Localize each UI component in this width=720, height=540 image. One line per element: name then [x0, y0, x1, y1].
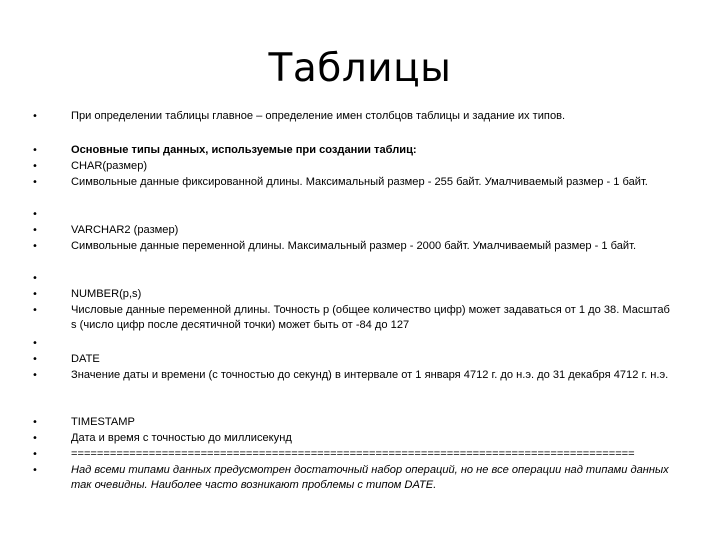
bullet-icon: •: [32, 111, 38, 122]
list-item-text: NUMBER(p,s): [71, 288, 142, 300]
bullet-icon: •: [32, 289, 38, 300]
list-item-text: При определении таблицы главное – определение имен столбцов таблицы и задание их типов.: [71, 110, 566, 122]
bullet-icon: •: [32, 449, 38, 460]
list-item-text: TIMESTAMP: [71, 416, 135, 428]
bullet-icon: •: [32, 305, 38, 316]
list-item-text: Символьные данные переменной длины. Максимальный размер - 2000 байт. Умалчиваемый размер - 1 байт.: [71, 240, 637, 252]
list-item-text: Над всеми типами данных предусмотрен достаточный набор операций, но не все операции над типами данных так очевидны. Наиболее часто возникают проблемы с типом DATE.: [71, 464, 669, 491]
list-item-text: =======================================================================================: [71, 448, 635, 460]
bullet-icon: •: [32, 161, 38, 172]
bullet-icon: •: [32, 273, 38, 284]
list-item-text: Дата и время с точностью до миллисекунд: [71, 432, 292, 444]
bullet-icon: •: [32, 433, 38, 444]
bullet-icon: •: [32, 145, 38, 156]
list-item-text: CHAR(размер): [71, 160, 148, 172]
bullet-icon: •: [32, 417, 38, 428]
list-item-text: Символьные данные фиксированной длины. Максимальный размер - 255 байт. Умалчиваемый размер - 1 байт.: [71, 176, 648, 188]
bullet-icon: •: [32, 338, 38, 349]
list-item-text: Числовые данные переменной длины. Точность p (общее количество цифр) может задаваться от 1 до 38. Масштаб s (число цифр после десятичной точки) может быть от -84 до 127: [71, 304, 670, 331]
list-item-text: VARCHAR2 (размер): [71, 224, 179, 236]
bullet-icon: •: [32, 209, 38, 220]
list-item-text: DATE: [71, 353, 100, 365]
slide-title: Таблицы: [268, 46, 452, 91]
list-item-text: Основные типы данных, используемые при создании таблиц:: [71, 144, 417, 156]
bullet-icon: •: [32, 225, 38, 236]
bullet-icon: •: [32, 465, 38, 476]
list-item-text: Значение даты и времени (с точностью до секунд) в интервале от 1 января 4712 г. до н.э. до 31 декабря 4712 г. н.э.: [71, 369, 669, 381]
bullet-icon: •: [32, 177, 38, 188]
bullet-icon: •: [32, 370, 38, 381]
bullet-icon: •: [32, 354, 38, 365]
bullet-icon: •: [32, 241, 38, 252]
